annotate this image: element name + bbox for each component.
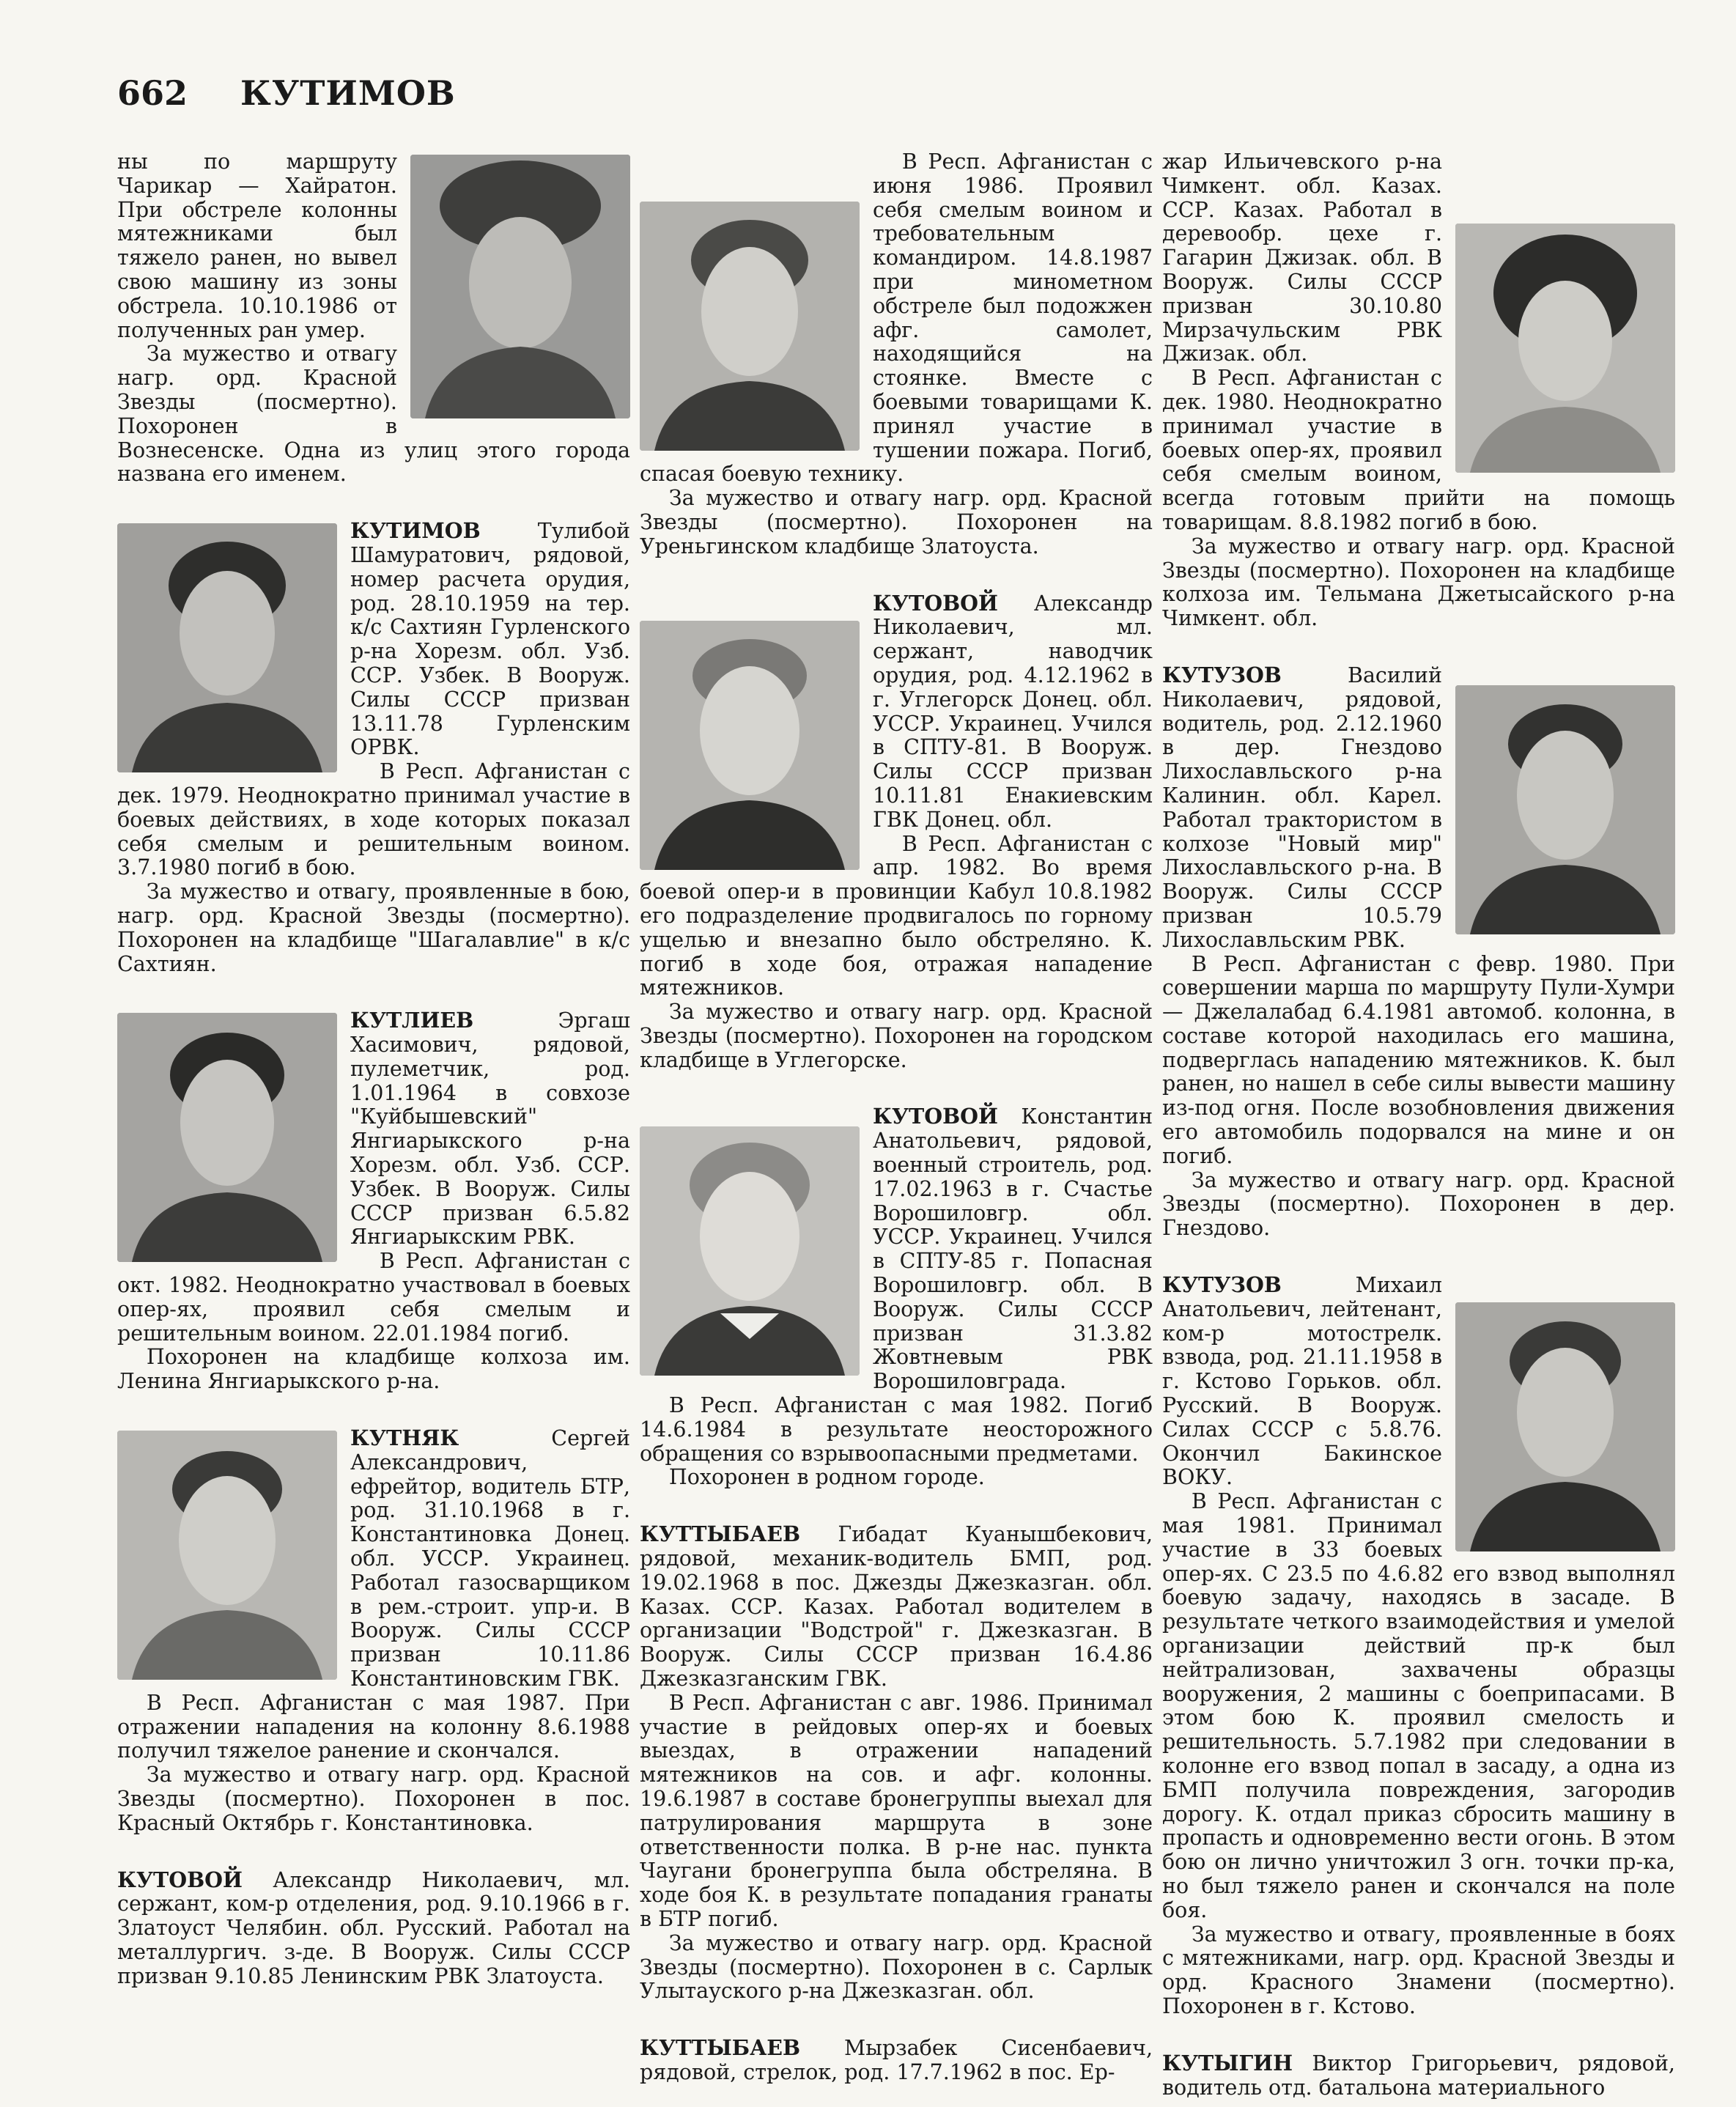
portrait-photo — [640, 621, 860, 870]
entry-surname: КУТОВОЙ — [873, 1104, 998, 1129]
portrait-photo — [640, 1126, 860, 1376]
portrait-photo — [640, 202, 860, 451]
entry: КУТТЫБАЕВ Гибадат Куанышбекович, рядовой, механик-водитель БМП, род. 19.02.1968 в пос. Джезды Джезказган. обл. Казах. ССР. Казах. Работал водителем в организации "Водстрой" г. Джезказган. В Вооруж. Силы СССР призван 16.4.86 Джезказганским ГВК. В Респ. Афганистан с авг. 1986. Принимал участие в рейдовых опер-ях и боевых выездах, в отражении нападений мятежников на сов. и афг. колонны. 19.6.1987 в составе бронегруппы выехал для патрулирования маршрута в зоне ответственности полка. В р-не нас. пункта Чаугани бронегруппа была обстреляна. В ходе боя К. в результате попадания гранаты в БТР погиб. За мужество и отвагу нагр. орд. Красной Звезды (посмертно). Похоронен в с. Сарлык Улытауского р-на Джезказган. обл. — [640, 1521, 1153, 2004]
portrait-photo — [1455, 685, 1675, 934]
portrait-photo — [117, 1013, 337, 1262]
entry-continuation: жар Ильичевского р-на Чимкент. обл. Казах. ССР. Казах. Работал в деревообр. цехе г. Гагарин Джизак. обл. В Вооруж. Силы СССР призван 30.10.80 Мирзачульским РВК Джизак. обл. В Респ. Афганистан с дек. 1980. Неоднократно принимал участие в боевых опер-ях, проявил себя смелым воином, всегда готовым прийти на помощь товарищам. 8.8.1982 погиб в бою. За мужество и отвагу нагр. орд. Красной Звезды (посмертно). Похоронен на кладбище колхоза им. Тельмана Джетысайского р-на Чимкент. обл. — [1162, 150, 1675, 631]
entry-surname: КУТНЯК — [350, 1425, 459, 1451]
entry-surname: КУТЛИЕВ — [350, 1008, 474, 1033]
portrait-photo — [117, 1431, 337, 1680]
entry-surname: КУТУЗОВ — [1162, 1272, 1282, 1298]
portrait-photo — [410, 155, 630, 418]
entry-surname: КУТУЗОВ — [1162, 662, 1282, 687]
entry: КУТУЗОВ Михаил Анатольевич, лейтенант, ком-р мотострелк. взвода, род. 21.11.1958 в г. Кстово Горьков. обл. Русский. В Вооруж. Силах СССР с 5.8.76. Окончил Бакинское ВОКУ. В Респ. Афганистан с мая 1981. Принимал участие в 33 боевых опер-ях. С 23.5 по 4.6.82 его взвод выполнял боевую задачу, находясь в засаде. В результате четкого взаимодействия и умелой организации действий пр-к был нейтрализован, захвачены образцы вооружения, 2 машины с боеприпасами. В этом бою К. проявил смелость и решительность. 5.7.1982 при следовании в колонне его взвод попал в засаду, а одна из БМП получила повреждения, загородив дорогу. К. отдал приказ сбросить машину в пропасть и одновременно вести огонь. В этом бою он лично уничтожил 3 огн. точки пр-ка, но был тяжело ранен и скончался на поле боя. За мужество и отвагу, проявленные в боях с мятежниками, нагр. орд. Красной Звезды и орд. Красного Знамени (посмертно). Похоронен в г. Кстово. — [1162, 1272, 1675, 2018]
entry: КУТЫГИН Виктор Григорьевич, рядовой, водитель отд. батальона материального — [1162, 2050, 1675, 2100]
entry-surname: КУТИМОВ — [350, 518, 481, 544]
column-2 — [640, 150, 1153, 2085]
entry: КУТОВОЙ Александр Николаевич, мл. сержант, ком-р отделения, род. 9.10.1966 в г. Златоуст Челябин. обл. Русский. Работал на металлургич. з-де. В Вооруж. Силы СССР призван 9.10.85 Ленинским РВК Златоуста. — [117, 1867, 630, 1988]
entry: КУТОВОЙ Александр Николаевич, мл. сержант, наводчик орудия, род. 4.12.1962 в г. Углегорск Донец. обл. УССР. Украинец. Учился в СПТУ-81. В Вооруж. Силы СССР призван 10.11.81 Енакиевским ГВК Донец. обл. В Респ. Афганистан с апр. 1982. Во время боевой опер-и в провинции Кабул 10.8.1982 его подразделение продвигалось по горному ущелью и внезапно было обстреляно. К. погиб в ходе боя, отражая нападение мятежников. За мужество и отвагу нагр. орд. Красной Звезды (посмертно). Похоронен на городском кладбище в Углегорске. — [640, 590, 1153, 1072]
entry: КУТЛИЕВ Эргаш Хасимович, рядовой, пулеметчик, род. 1.01.1964 в совхозе "Куйбышевский" Янгиарыкского р-на Хорезм. обл. Узб. ССР. Узбек. В Вооруж. Силы СССР призван 6.5.82 Янгиарыкским РВК. В Респ. Афганистан с окт. 1982. Неоднократно участвовал в боевых опер-ях, проявил себя смелым и решительным воином. 22.01.1984 погиб. Похоронен на кладбище колхоза им. Ленина Янгиарыкского р-на. — [117, 1008, 630, 1394]
entry-surname: КУТТЫБАЕВ — [640, 1521, 801, 1547]
entry: КУТИМОВ Тулибой Шамуратович, рядовой, номер расчета орудия, род. 28.10.1959 на тер. к/с Сахтиян Гурленского р-на Хорезм. обл. Узб. ССР. Узбек. В Вооруж. Силы СССР призван 13.11.78 Гурленским ОРВК. В Респ. Афганистан с дек. 1979. Неоднократно принимал участие в боевых действиях, в ходе которых показал себя смелым и решительным воином. 3.7.1980 погиб в бою. За мужество и отвагу, проявленные в бою, нагр. орд. Красной Звезды (посмертно). Похоронен на кладбище "Шагалавлие" в к/с Сахтиян. — [117, 518, 630, 976]
portrait-photo — [117, 523, 337, 772]
page-number: 662 — [117, 73, 188, 113]
page-header — [117, 73, 456, 117]
portrait-photo — [1455, 224, 1675, 473]
entry-surname: КУТЫГИН — [1162, 2050, 1293, 2075]
column-3 — [1162, 150, 1675, 2100]
entry-surname: КУТОВОЙ — [117, 1867, 243, 1892]
portrait-photo — [1455, 1302, 1675, 1551]
entry-surname: КУТОВОЙ — [873, 590, 998, 616]
running-head: КУТИМОВ — [240, 73, 456, 113]
entry: КУТТЫБАЕВ Мырзабек Сисенбаевич, рядовой, стрелок, род. 17.7.1962 в пос. Ер- — [640, 2035, 1153, 2084]
entry: КУТУЗОВ Василий Николаевич, рядовой, водитель, род. 2.12.1960 в дер. Гнездово Лихославльского р-на Калинин. обл. Карел. Работал трактористом в колхозе "Новый мир" Лихославльского р-на. В Вооруж. Силы СССР призван 10.5.79 Лихославльским РВК. В Респ. Афганистан с февр. 1980. При совершении марша по маршруту Пули-Хумри — Джелалабад 6.4.1981 автомоб. колонна, в составе которой находилась его машина, подверглась нападению мятежников. К. был ранен, но нашел в себе силы вывести машину из-под огня. После возобновления движения его автомобиль подорвался на мине и он погиб. За мужество и отвагу нагр. орд. Красной Звезды (посмертно). Похоронен в дер. Гнездово. — [1162, 662, 1675, 1241]
entry-continuation: В Респ. Афганистан с июня 1986. Проявил себя смелым воином и требовательным командиром. 14.8.1987 при минометном обстреле был подожжен афг. самолет, находящийся на стоянке. Вместе с боевыми товарищами К. принял участие в тушении пожара. Погиб, спасая боевую технику. За мужество и отвагу нагр. орд. Красной Звезды (посмертно). Похоронен на Уреньгинском кладбище Златоуста. — [640, 150, 1153, 558]
entry-surname: КУТТЫБАЕВ — [640, 2035, 801, 2061]
entry-continuation: ны по маршруту Чарикар — Хайратон. При обстреле колонны мятежниками был тяжело ранен, но вывел свою машину из зоны обстрела. 10.10.1986 от полученных ран умер. За мужество и отвагу нагр. орд. Красной Звезды (посмертно). Похоронен в Вознесенске. Одна из улиц этого города названа его именем. — [117, 150, 630, 487]
column-1 — [117, 150, 630, 1989]
entry: КУТНЯК Сергей Александрович, ефрейтор, водитель БТР, род. 31.10.1968 в г. Константиновка Донец. обл. УССР. Украинец. Работал газосварщиком в рем.-строит. упр-и. В Вооруж. Силы СССР призван 10.11.86 Константиновским ГВК. В Респ. Афганистан с мая 1987. При отражении нападения на колонну 8.6.1988 получил тяжелое ранение и скончался. За мужество и отвагу нагр. орд. Красной Звезды (посмертно). Похоронен в пос. Красный Октябрь г. Константиновка. — [117, 1425, 630, 1835]
entry: КУТОВОЙ Константин Анатольевич, рядовой, военный строитель, род. 17.02.1963 в г. Счастье Ворошиловгр. обл. УССР. Украинец. Учился в СПТУ-85 г. Попасная Ворошиловгр. обл. В Вооруж. Силы СССР призван 31.3.82 Жовтневым РВК Ворошиловграда. В Респ. Афганистан с мая 1982. Погиб 14.6.1984 в результате неосторожного обращения со взрывоопасными предметами. Похоронен в родном городе. — [640, 1104, 1153, 1490]
